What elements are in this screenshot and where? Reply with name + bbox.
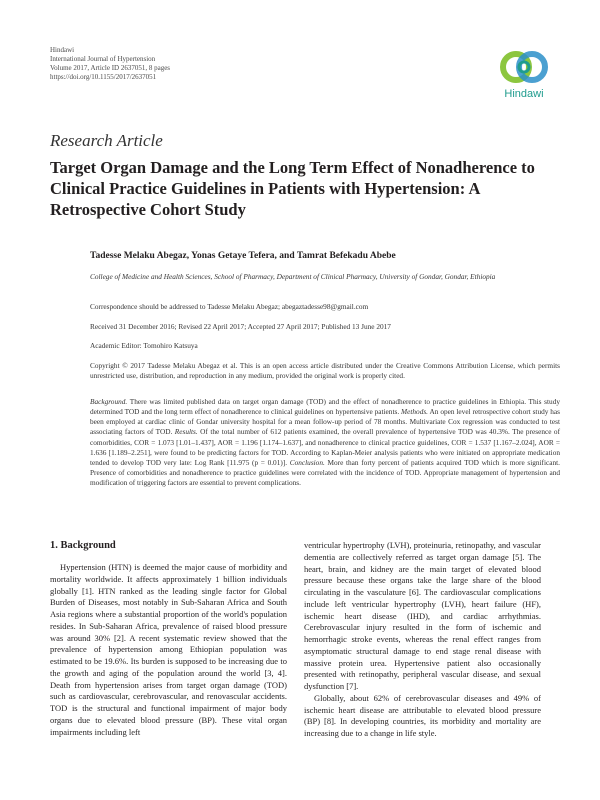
article-type: Research Article (50, 131, 163, 150)
body-column-left (50, 562, 287, 738)
abstract-methods-label: Methods. (401, 407, 429, 417)
publication-dates: Received 31 December 2016; Revised 22 April 2017; Accepted 27 April 2017; Published 13 June 2017 (90, 322, 391, 331)
correspondence: Correspondence should be addressed to Tadesse Melaku Abegaz; abegaztadesse98@gmail.com (90, 302, 369, 311)
abstract-results-label: Results. (174, 427, 198, 437)
article-title: Target Organ Damage and the Long Term Effect of Nonadherence to Clinical Practice Guidelines in Patients with Hypertension: A Retrospective Cohort Study (50, 158, 535, 219)
abstract-results: Of the total number of 612 patients examined, the overall prevalence of hypertensive TOD was 40.3%. The presence of comorbidities, COR = 1.073 [1.01–1.437], AOR = 1.196 [1.174–1.637], and nonadherence to clinical practice guidelines, COR = 1.537 [1.167–2.024], AOR = 1.636 [1.189–2.251], were found to be predicting factors for TOD. According to Kaplan-Meier analysis patients who were initiated on appropriate medication tended to develop TOD very late: Log Rank [11.975 (p = 0.01)]. (90, 427, 560, 467)
section-heading-background: 1. Background (50, 540, 116, 551)
academic-editor: Academic Editor: Tomohiro Katsuya (90, 341, 198, 350)
journal-info (50, 46, 280, 82)
abstract-methods: An open level retrospective cohort study has been employed at cardiac clinic of Gondar university hospital for a mean follow-up period of 78 months. Multivariate Cox regression was conducted to test associating factors of TOD. (90, 407, 561, 437)
hindawi-logo-text: Hindawi (504, 88, 544, 100)
copyright-notice: Copyright © 2017 Tadesse Melaku Abegaz et al. This is an open access article distributed under the Creative Commons Attribution License, which permits unrestricted use, distribution, and reproduction in any medium, provided the original work is properly cited. (90, 361, 560, 380)
body-paragraph: Hypertension (HTN) is deemed the major cause of morbidity and mortality worldwide. It affects approximately 1 billion individuals globally [1]. HTN ranked as the leading single factor for Global Burden of Diseases, most notably in Sub-Saharan Africa and South Asia regions where a substantial proportion of the world's population resides. In Sub-Saharan Africa, prevalence of raised blood pressure was around 30% [2]. A recent systematic review showed that the prevalence of hypertension among Ethiopian population was estimated to be 19.6%. Its burden is supposed to be increasing due to the growth and aging of the population around the world [3, 4]. Death from hypertension arises from target organ damage (TOD) such as cardiovascular, cerebrovascular, and renovascular accidents. TOD is the structural and functional impairment of major body organs due to elevated blood pressure (BP). These vital organ impairments including left (50, 562, 287, 737)
publisher-name: Hindawi (50, 46, 75, 54)
hindawi-logo (494, 48, 554, 104)
abstract-conclusion-label: Conclusion. (289, 457, 325, 467)
affiliation: College of Medicine and Health Sciences, School of Pharmacy, Department of Clinical Pharmacy, University of Gondar, Gondar, Ethiopia (90, 272, 496, 281)
doi-link[interactable]: https://doi.org/10.1155/2017/2637051 (50, 73, 157, 81)
body-column-right (304, 540, 541, 740)
hindawi-logo-icon (494, 48, 554, 88)
body-paragraph: ventricular hypertrophy (LVH), proteinuria, retinopathy, and vascular dementia are collectively referred as target organ damage [5]. The heart, brain, and kidney are the main target of elevated blood pressure because these organs take the large share of the blood circulating in the vasculature [6]. The cardiovascular complications include left ventricular hypertrophy (LVH), heart failure (HF), ischemic heart disease (IHD), and cardiac arrhythmias. Cerebrovascular injury resulted in the form of ischemic and hemorrhagic stroke events, whereas the renal effect ranges from asymptomatic structural damage to end stage renal disease with massive protein urea. Hypertensive patient also occasionally presented with retinopathy, peripheral vascular disease, and sexual dysfunction [7]. (304, 540, 541, 691)
abstract-background: There was limited published data on target organ damage (TOD) and the effect of nonadherence to practice guidelines in Ethiopia. This study determined TOD and the long term effect of nonadherence to clinical guidelines on hypertensive patients. (90, 397, 560, 417)
journal-name: International Journal of Hypertension (50, 55, 156, 63)
body-paragraph: Globally, about 62% of cerebrovascular diseases and 49% of ischemic heart disease are attributable to elevated blood pressure (BP) [8]. In developing countries, its morbidity and mortality are increasing due to a change in life style. (304, 692, 541, 738)
abstract-conclusion: More than forty percent of patients acquired TOD which is more significant. Presence of comorbidities and nonadherence to practice guidelines were correlated with the incidence of TOD. Appropriate management of hypertension and modification of triggering factors are essential to prevent complications. (90, 457, 560, 488)
abstract-background-label: Background. (90, 397, 128, 406)
volume-info: Volume 2017, Article ID 2637051, 8 pages (50, 64, 171, 72)
abstract (90, 397, 560, 488)
author-list: Tadesse Melaku Abegaz, Yonas Getaye Tefera, and Tamrat Befekadu Abebe (90, 251, 396, 261)
